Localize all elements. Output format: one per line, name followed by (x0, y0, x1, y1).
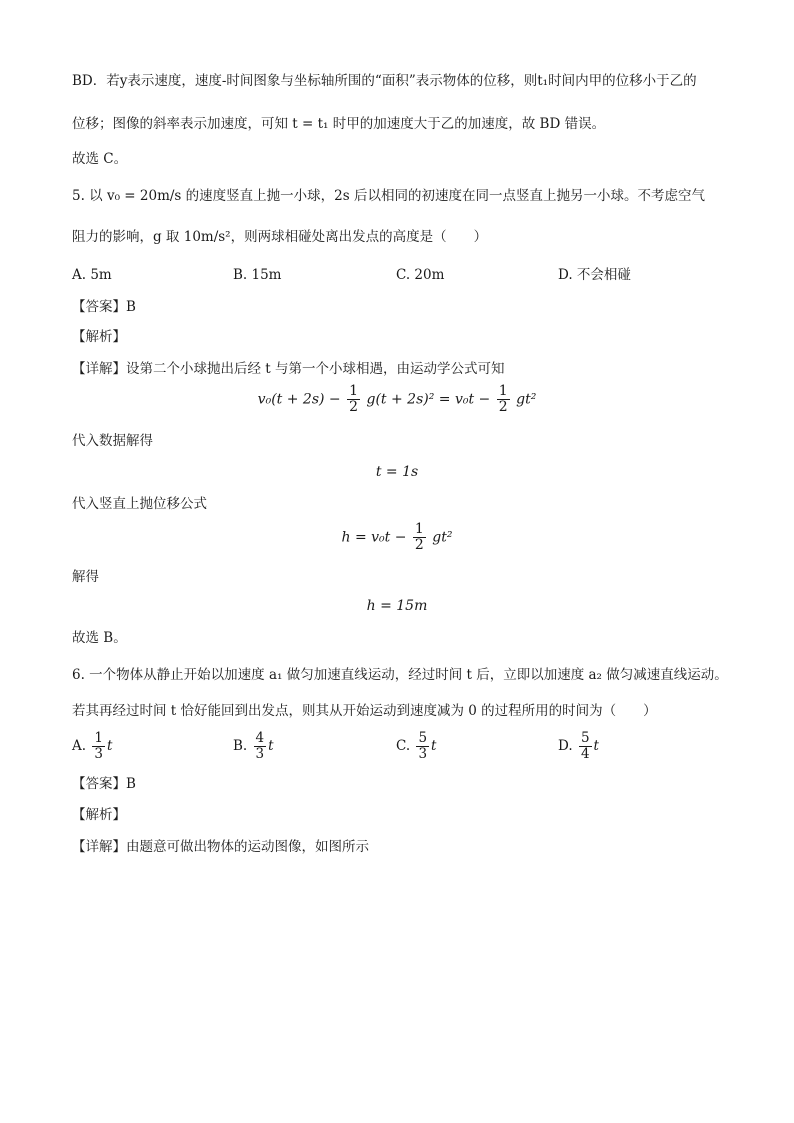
q5-stem-line-2: 阻力的影响，g 取 10m/s²，则两球相碰处离出发点的高度是（ ） (72, 229, 488, 245)
option-variable: t (431, 738, 437, 754)
option-variable: t (268, 738, 274, 754)
fraction-denominator: 2 (414, 537, 424, 553)
fraction-numerator: 4 (255, 730, 265, 746)
q6-stem-line-1: 6. 一个物体从静止开始以加速度 a₁ 做匀加速直线运动，经过时间 t 后，立即以加速度 a₂ 做匀减速直线运动。 (72, 667, 728, 683)
eq1-half-fraction-1 (347, 384, 360, 415)
fraction-denominator: 2 (349, 399, 359, 415)
prev-line-1: BD．若y表示速度，速度-时间图象与坐标轴所围的“面积”表示物体的位移，则t₁时间内甲的位移小于乙的 (72, 73, 697, 89)
option-variable: t (593, 738, 599, 754)
eq1-mid: g(t + 2s)² = v₀t − (366, 391, 491, 408)
eq1-right: gt² (516, 391, 537, 408)
q5-answer: 【答案】B (72, 299, 136, 315)
fraction-numerator: 1 (414, 521, 424, 537)
option-label: D. (558, 738, 573, 754)
eq3-right: gt² (432, 529, 453, 546)
option-label: B. (233, 738, 248, 754)
eq1-half-fraction-2 (497, 384, 510, 415)
q5-equation-3 (0, 522, 794, 553)
q5-conclusion: 故选 B。 (72, 630, 127, 646)
q5-option-b: B. 15m (233, 267, 282, 283)
q5-stem-line-1: 5. 以 v₀ = 20m/s 的速度竖直上抛一小球，2s 后以相同的初速度在同一点竖直上抛另一小球。不考虑空气 (72, 188, 705, 204)
q5-option-a: A. 5m (72, 267, 112, 283)
option-fraction (92, 731, 105, 762)
fraction-numerator: 1 (94, 730, 103, 746)
fraction-numerator: 1 (498, 383, 508, 399)
q6-option-b (233, 731, 274, 762)
q6-option-a (72, 731, 112, 762)
q5-option-d: D. 不会相碰 (558, 267, 631, 283)
option-label: C. (396, 738, 411, 754)
q6-option-d (558, 731, 599, 762)
fraction-denominator: 4 (580, 746, 590, 762)
option-label: A. (72, 738, 87, 754)
eq3-left: h = v₀t − (341, 529, 407, 546)
fraction-denominator: 3 (418, 746, 428, 762)
option-fraction (579, 731, 592, 762)
option-variable: t (106, 738, 113, 754)
q6-detail: 【详解】由题意可做出物体的运动图像，如图所示 (72, 839, 369, 855)
fraction-numerator: 1 (349, 383, 359, 399)
q5-equation-4: h = 15m (366, 598, 428, 614)
q6-stem-line-2: 若其再经过时间 t 恰好能回到出发点，则其从开始运动到速度减为 0 的过程所用的时间为（ ） (72, 703, 657, 719)
eq3-half-fraction (413, 522, 426, 553)
q5-equation-1 (0, 384, 794, 415)
q5-step-formula: 代入竖直上抛位移公式 (72, 496, 207, 512)
prev-line-2: 位移；图像的斜率表示加速度，可知 t = t₁ 时甲的加速度大于乙的加速度，故 BD 错误。 (72, 116, 606, 132)
q5-analysis-heading: 【解析】 (72, 329, 126, 345)
fraction-denominator: 2 (498, 399, 508, 415)
q6-answer: 【答案】B (72, 776, 136, 792)
fraction-numerator: 5 (580, 730, 590, 746)
q5-equation-2: t = 1s (375, 464, 419, 480)
q5-step-solve: 解得 (72, 569, 99, 585)
q5-step-substitute: 代入数据解得 (72, 433, 153, 449)
fraction-denominator: 3 (94, 746, 103, 762)
option-fraction (416, 731, 429, 762)
fraction-numerator: 5 (418, 730, 428, 746)
q6-option-c (396, 731, 436, 762)
q6-analysis-heading: 【解析】 (72, 807, 126, 823)
prev-conclusion: 故选 C。 (72, 151, 128, 167)
eq1-left: v₀(t + 2s) − (257, 391, 341, 408)
option-fraction (254, 731, 267, 762)
q5-option-c: C. 20m (396, 267, 445, 283)
fraction-denominator: 3 (255, 746, 265, 762)
q5-detail: 【详解】设第二个小球抛出后经 t 与第一个小球相遇，由运动学公式可知 (72, 361, 505, 377)
